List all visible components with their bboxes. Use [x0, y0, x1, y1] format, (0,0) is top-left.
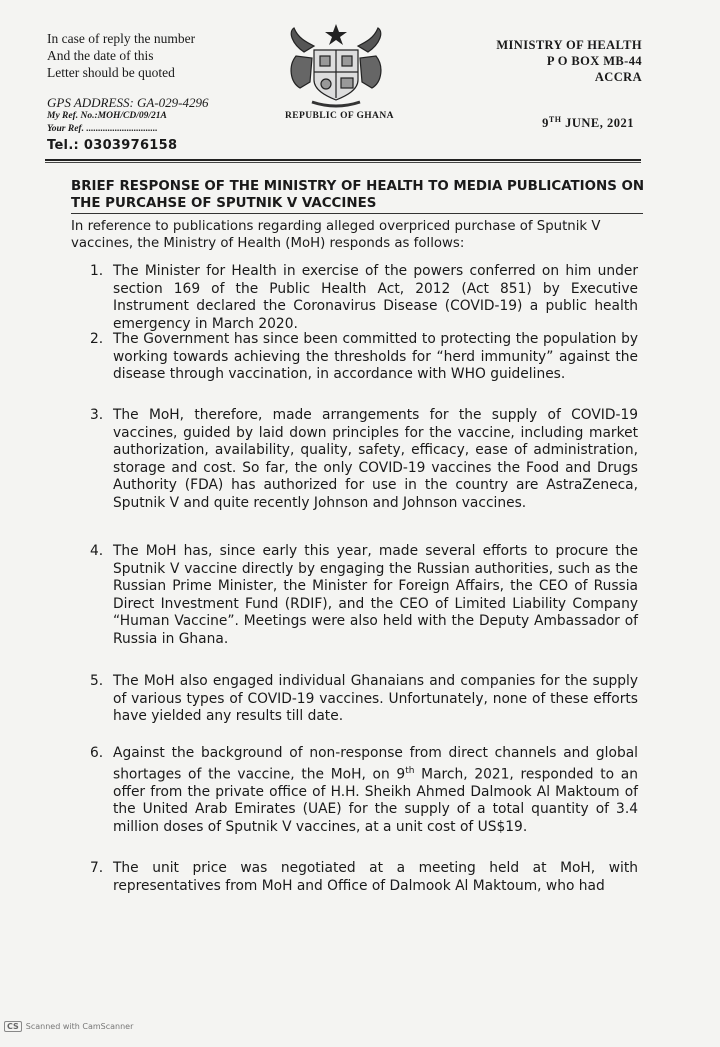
intro-paragraph: In reference to publications regarding alleged overpriced purchase of Sputnik V vaccines, the Ministry of Health (MoH) responds as follows: [71, 219, 601, 251]
scanner-watermark [4, 1021, 133, 1032]
item-text: The MoH has, since early this year, made several efforts to procure the Sputnik V vaccine directly by engaging the Russian authorities, such as the Russian Prime Minister, the Minister for Foreign Affairs, the CEO of Russia Direct Investment Fund (RDIF), and the CEO of Limited Liability Company “Human Vaccine”. Meetings were also held with the Deputy Ambassador of Russia in Ghana. [113, 543, 638, 647]
date-month-year: JUNE, 2021 [561, 116, 634, 131]
gps-address: GPS ADDRESS: GA-029-4296 [47, 95, 209, 110]
title-line: THE PURCAHSE OF SPUTNIK V VACCINES [71, 196, 377, 211]
reply-instruction [47, 30, 195, 81]
item-text-part: Against the background of non-response from direct channels and global shortages of the vaccine, the MoH, on 9 [113, 745, 638, 783]
list-item [90, 745, 638, 836]
item-text: The MoH also engaged individual Ghanaians and companies for the supply of various types of COVID-19 vaccines. Unfortunately, none of these efforts have yielded any results till date. [113, 673, 638, 724]
title-underline [71, 213, 643, 214]
list-item [90, 860, 638, 895]
item-number: 5. [90, 673, 104, 689]
reply-line: In case of reply the number [47, 31, 196, 46]
ghana-coat-of-arms-icon [284, 22, 388, 110]
list-item [90, 263, 638, 333]
city: ACCRA [594, 70, 642, 84]
date-day: 9 [542, 116, 549, 131]
ministry-name: MINISTRY OF HEALTH [496, 38, 642, 52]
list-item [90, 331, 638, 384]
camscanner-logo-icon: CS [4, 1021, 22, 1032]
item-number: 3. [90, 407, 104, 423]
item-text: The Government has since been committed to protecting the population by working towards achieving the thresholds for “herd immunity” against the disease through vaccination, in accordance with WHO guidelines. [113, 331, 638, 382]
letter-date [542, 115, 634, 131]
item-number: 6. [90, 745, 104, 761]
item-text-part: March, 2021, responded to an offer from the private office of H.H. Sheikh Ahmed Dalmook Al Maktoum of the United Arab Emirates (UAE) for the supply of a total quantity of 3.4 million doses of Sputnik V vaccines, at a unit cost of US$19. [113, 766, 638, 835]
my-reference: My Ref. No.:MOH/CD/09/21A [47, 111, 167, 121]
item-text: The unit price was negotiated at a meeting held at MoH, with representatives from MoH and Office of Dalmook Al Maktoum, who had [113, 860, 638, 894]
date-suffix: TH [548, 115, 562, 124]
item-number: 7. [90, 860, 104, 876]
reply-line: And the date of this [47, 48, 154, 63]
document-title [71, 178, 651, 212]
header-divider [45, 159, 641, 161]
header-divider-thin [45, 162, 641, 163]
republic-label: REPUBLIC OF GHANA [285, 111, 394, 121]
ministry-address [496, 37, 642, 85]
item-text [90, 745, 638, 836]
item-number: 4. [90, 543, 104, 559]
watermark-text: Scanned with CamScanner [25, 1022, 134, 1031]
list-item [90, 543, 638, 648]
title-line: BRIEF RESPONSE OF THE MINISTRY OF HEALTH TO MEDIA PUBLICATIONS ON [71, 179, 645, 194]
item-text: The MoH, therefore, made arrangements for the supply of COVID-19 vaccines, guided by laid down principles for the vaccine, including market authorization, availability, quality, safety, efficacy, ease of administration, storage and cost. So far, the only COVID-19 vaccines the Food and Drugs Authority (FDA) has authorized for use in the country are AstraZeneca, Sputnik V and quite recently Johnson and Johnson vaccines. [113, 407, 638, 511]
list-item [90, 407, 638, 512]
ordinal-suffix: th [405, 765, 415, 776]
item-text: The Minister for Health in exercise of the powers conferred on him under section 169 of the Public Health Act, 2012 (Act 851) by Executive Instrument declared the Coronavirus Disease (COVID-19) a public health emergency in March 2020. [113, 263, 638, 332]
your-reference: Your Ref. .............................. [47, 124, 158, 134]
item-number: 1. [90, 263, 104, 279]
reply-line: Letter should be quoted [47, 65, 175, 80]
telephone: Tel.: 0303976158 [47, 138, 178, 153]
po-box: P O BOX MB-44 [546, 54, 642, 68]
list-item [90, 673, 638, 726]
item-number: 2. [90, 331, 104, 347]
